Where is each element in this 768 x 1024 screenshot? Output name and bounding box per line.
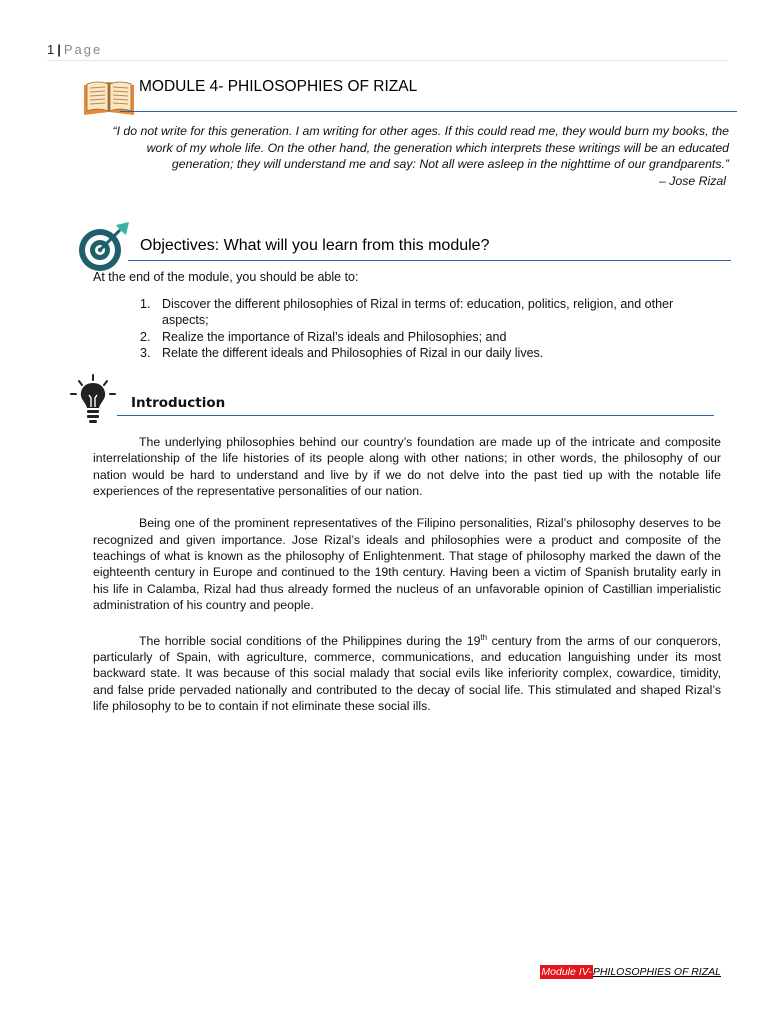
paragraph-1: The underlying philosophies behind our country’s foundation are made up of the intricate and composite interrelationship of the life histories of its people along with other nations; in other words, the philosophy of our nation would be hard to understand and live by if we do not delve into the past tied up with the notable life experiences of the representative personalities of our nation. (93, 435, 721, 498)
paragraph-2: Being one of the prominent representatives of the Filipino personalities, Rizal’s philosophy deserves to be recognized and given importance. Jose Rizal’s ideals and philosophies were a product and composite of the teachings of what is known as the philosophy of Enlightenment. That stage of philosophy marked the dawn of the eighteenth century in Europe and continued to the 19th century. Having been a victim of Spanish brutality early in his life in Calamba, Rizal had thus already formed the nucleus of an unfavorable opinion of Castillian imperialistic administration of his country and people. (93, 516, 721, 612)
objective-text: Discover the different philosophies of Rizal in terms of: education, politics, religion, and other aspects; (162, 297, 674, 328)
objectives-title: Objectives: What will you learn from this module? (140, 237, 490, 254)
introduction-title: Introduction (131, 395, 226, 411)
objective-number: 3. (140, 345, 151, 360)
rizal-quote (84, 123, 729, 189)
introduction-title-rule (117, 415, 714, 416)
paragraph-3-superscript: th (480, 632, 488, 642)
objective-number: 1. (140, 297, 151, 311)
quote-text: “I do not write for this generation. I am writing for other ages. If this could read me, they would burn my books, the work of my whole life. On the other hand, the generation which interprets these writings will be an educated generation; they will understand me and say: Not all were asleep in the nighttime of our grandparents.” (112, 124, 729, 171)
page-number: 1 (47, 42, 55, 57)
paragraph-3-start: The horrible social conditions of the Philippines during the 19 (139, 633, 481, 648)
paragraph-3 (93, 630, 721, 715)
objective-item (138, 329, 718, 345)
objectives-list (138, 296, 718, 361)
quote-author: – Jose Rizal (659, 173, 726, 188)
objective-number: 2. (140, 329, 151, 344)
paragraph-3-end: century from the arms of our conquerors, particularly of Spain, with agriculture, commerce, communications, and education languishing under its most backward state. It was because of this social malady that social evils like inferiority complex, cowardice, timidity, and false pride pervaded nationally and contributed to the decay of social life. This stimulated and shaped Rizal’s life philosophy to be to contain if not eliminate these social ills. (93, 633, 721, 713)
target-icon (76, 221, 132, 273)
introduction-body (93, 434, 721, 730)
objective-text: Realize the importance of Rizal’s ideals and Philosophies; and (162, 329, 507, 344)
objectives-lead: At the end of the module, you should be able to: (93, 270, 359, 284)
page-footer (540, 966, 721, 978)
page-label: Page (63, 42, 103, 57)
objective-text: Relate the different ideals and Philosophies of Rizal in our daily lives. (162, 345, 544, 360)
page-separator: | (57, 42, 61, 57)
objective-item (138, 345, 718, 361)
lightbulb-icon (66, 373, 120, 427)
objectives-title-rule (128, 260, 731, 261)
module-title: MODULE 4- PHILOSOPHIES OF RIZAL (139, 78, 418, 95)
objective-item (138, 296, 718, 329)
module-title-rule (120, 111, 737, 112)
page-header (47, 42, 727, 61)
footer-module-tag: Module IV- (541, 966, 592, 978)
footer-title: PHILOSOPHIES OF RIZAL (592, 966, 721, 978)
